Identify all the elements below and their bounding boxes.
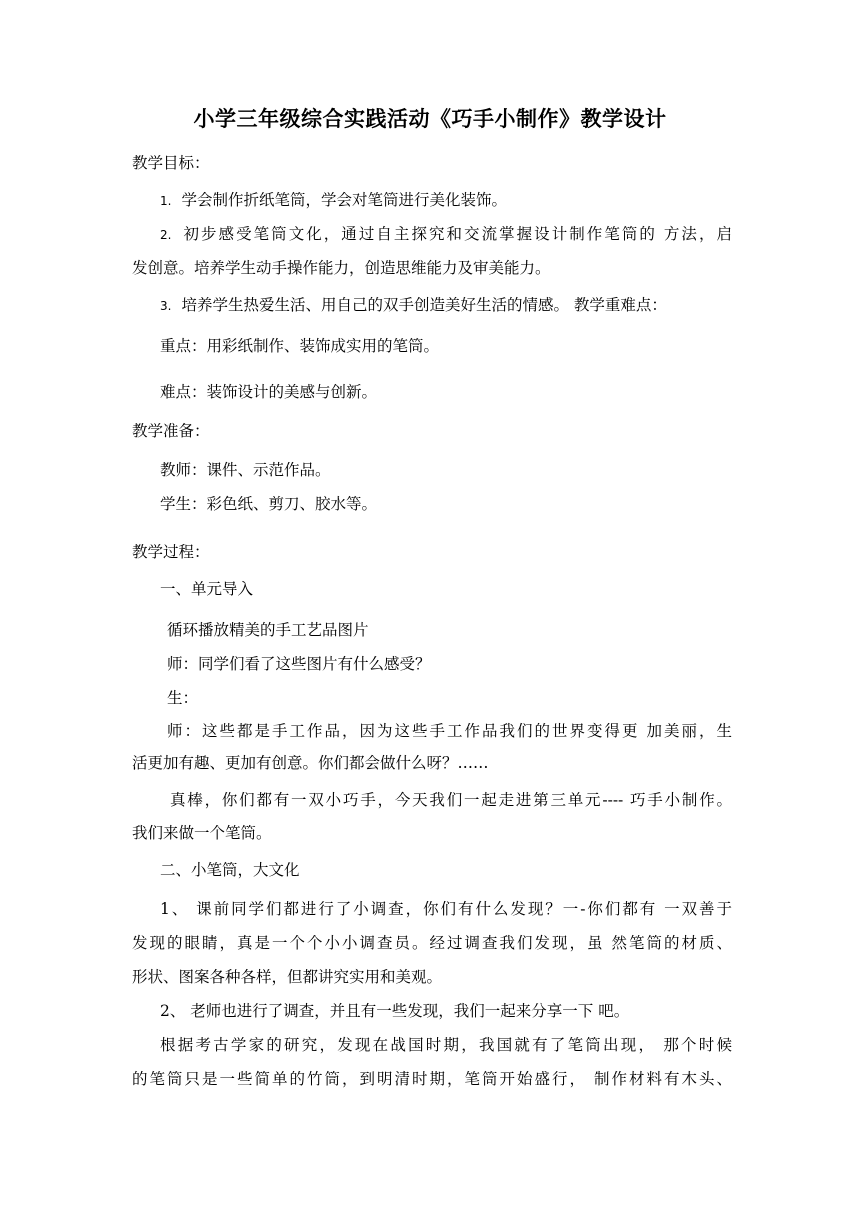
goal-3-number: 3. bbox=[160, 299, 172, 313]
difficult-point: 难点：装饰设计的美感与创新。 bbox=[160, 383, 378, 401]
goal-2-line-2: 发创意。培养学生动手操作能力，创造思维能力及审美能力。 bbox=[132, 259, 551, 277]
prep-heading: 教学准备： bbox=[132, 422, 210, 440]
goal-1 bbox=[160, 189, 507, 212]
section-2-para-1-line-1: 1、 课前同学们都进行了小调查，你们有什么发现？一-你们都有 一双善于 bbox=[160, 900, 732, 918]
section-1-para-1: 循环播放精美的手工艺品图片 bbox=[167, 621, 369, 639]
section-2-para-1-line-3: 形状、图案各种各样，但都讲究实用和美观。 bbox=[132, 968, 443, 986]
section-2-heading: 二、小笔筒，大文化 bbox=[160, 861, 300, 879]
goal-3 bbox=[160, 294, 667, 317]
document-title: 小学三年级综合实践活动《巧手小制作》教学设计 bbox=[193, 106, 667, 131]
process-heading: 教学过程： bbox=[132, 543, 210, 561]
section-1-para-2: 师：同学们看了这些图片有什么感受？ bbox=[167, 655, 431, 673]
section-1-para-5-line-1: 真棒，你们都有一双小巧手，今天我们一起走进第三单元---- 巧手小制作。 bbox=[170, 791, 732, 809]
goal-2-number: 2. bbox=[160, 228, 172, 242]
section-2-para-1-line-2: 发现的眼睛，真是一个个小小调查员。经过调查我们发现，虽 然笔筒的材质、 bbox=[132, 934, 732, 952]
prep-student: 学生：彩色纸、剪刀、胶水等。 bbox=[160, 495, 378, 513]
section-2-para-3-line-2: 的笔筒只是一些简单的竹筒，到明清时期，笔筒开始盛行， 制作材料有木头、 bbox=[132, 1070, 732, 1088]
prep-teacher: 教师：课件、示范作品。 bbox=[160, 461, 331, 479]
goal-3-text: 培养学生热爱生活、用自己的双手创造美好生活的情感。 教学重难点： bbox=[181, 296, 667, 314]
section-1-para-5-line-2: 我们来做一个笔筒。 bbox=[132, 824, 272, 842]
goals-heading: 教学目标： bbox=[132, 154, 210, 172]
section-1-para-4-line-1: 师：这些都是手工作品，因为这些手工作品我们的世界变得更 加美丽，生 bbox=[167, 722, 732, 740]
section-2-para-2: 2、 老师也进行了调查，并且有一些发现，我们一起来分享一下 吧。 bbox=[160, 1002, 630, 1020]
goal-1-text: 学会制作折纸笔筒，学会对笔筒进行美化装饰。 bbox=[181, 191, 507, 209]
key-point: 重点：用彩纸制作、装饰成实用的笔筒。 bbox=[160, 337, 440, 355]
goal-2-line-1 bbox=[160, 223, 732, 246]
section-1-para-4-line-2: 活更加有趣、更加有创意。你们都会做什么呀？…… bbox=[132, 754, 489, 772]
section-2-para-3-line-1: 根据考古学家的研究，发现在战国时期，我国就有了笔筒出现， 那个时候 bbox=[160, 1036, 732, 1054]
goal-2-text: 初步感受笔筒文化，通过自主探究和交流掌握设计制作笔筒的 方法，启 bbox=[181, 225, 732, 243]
section-1-heading: 一、单元导入 bbox=[160, 580, 254, 598]
section-1-para-3: 生： bbox=[167, 689, 199, 707]
goal-1-number: 1. bbox=[160, 194, 172, 208]
